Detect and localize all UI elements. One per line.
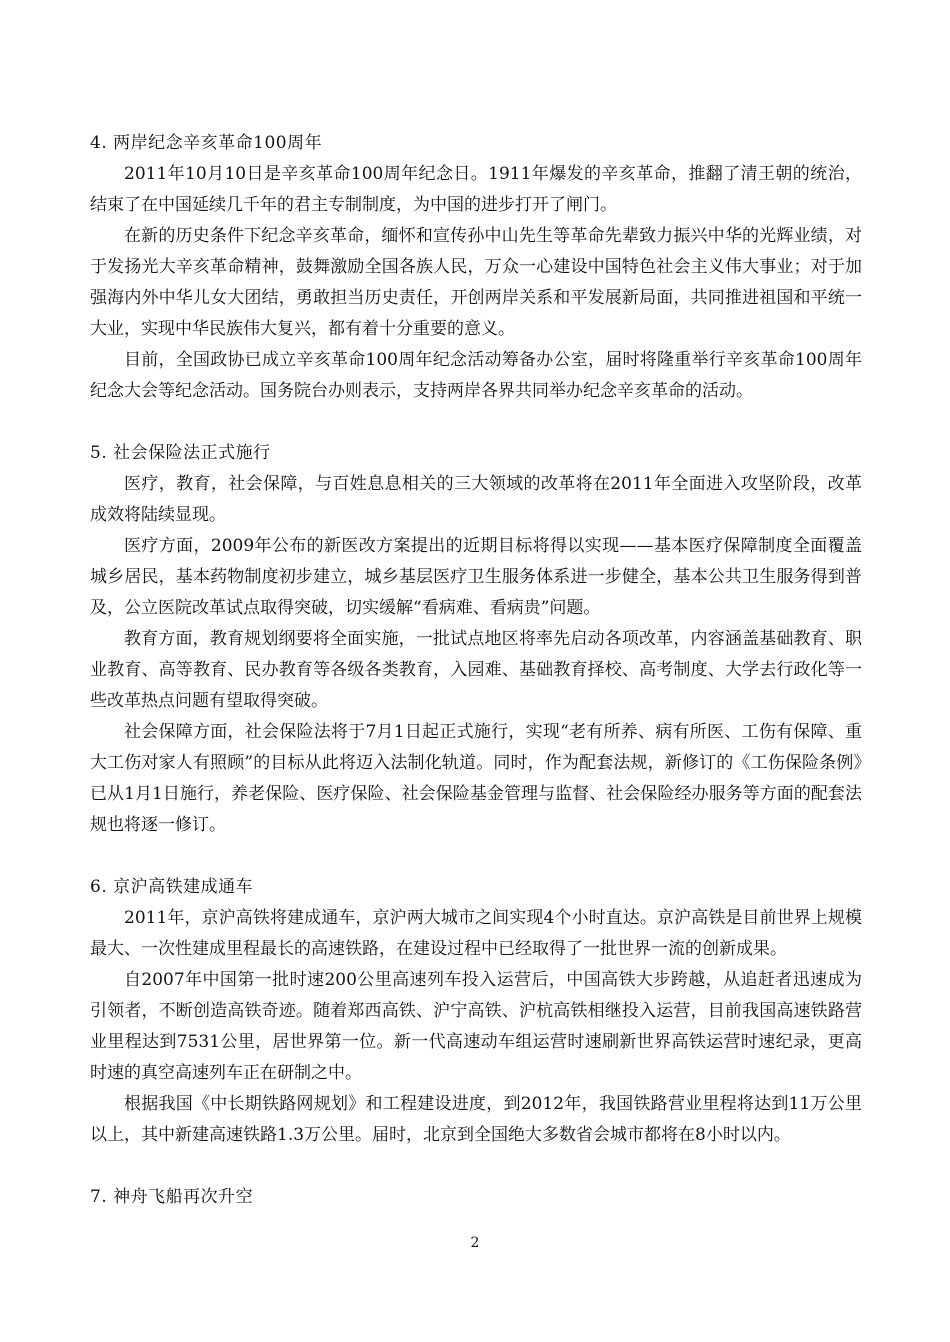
paragraph: 医疗，教育，社会保障，与百姓息息相关的三大领域的改革将在2011年全面进入攻坚阶段，改革成效将陆续显现。 — [90, 474, 862, 525]
section-heading: 4. 两岸纪念辛亥革命100周年 — [90, 133, 323, 153]
paragraph: 医疗方面，2009年公布的新医改方案提出的近期目标将得以实现——基本医疗保障制度全面覆盖城乡居民，基本药物制度初步建立，城乡基层医疗卫生服务体系进一步健全，基本公共卫生服务得到普及，公立医院改革试点取得突破，切实缓解“看病难、看病贵”问题。 — [90, 536, 862, 618]
section-heading: 5. 社会保险法正式施行 — [90, 443, 271, 463]
paragraph: 目前，全国政协已成立辛亥革命100周年纪念活动筹备办公室，届时将隆重举行辛亥革命100周年纪念大会等纪念活动。国务院台办则表示，支持两岸各界共同举办纪念辛亥革命的活动。 — [90, 350, 862, 401]
paragraph: 社会保障方面，社会保险法将于7月1日起正式施行，实现“老有所养、病有所医、工伤有保障、重大工伤对家人有照顾”的目标从此将迈入法制化轨道。同时，作为配套法规，新修订的《工伤保险条例》已从1月1日施行，养老保险、医疗保险、社会保险基金管理与监督、社会保险经办服务等方面的配套法规也将逐一修订。 — [90, 722, 862, 835]
document-page — [90, 128, 862, 1244]
section-heading: 6. 京沪高铁建成通车 — [90, 877, 254, 897]
section-heading: 7. 神舟飞船再次升空 — [90, 1187, 254, 1207]
page-number: 2 — [470, 1235, 480, 1251]
section-shenzhou-spacecraft — [90, 1182, 862, 1213]
paragraph: 教育方面，教育规划纲要将全面实施，一批试点地区将率先启动各项改革，内容涵盖基础教育、职业教育、高等教育、民办教育等各级各类教育，入园难、基础教育择校、高考制度、大学去行政化等一些改革热点问题有望取得突破。 — [90, 629, 862, 711]
section-beijing-shanghai-hsr — [90, 872, 862, 1151]
paragraph: 根据我国《中长期铁路网规划》和工程建设进度，到2012年，我国铁路营业里程将达到11万公里以上，其中新建高速铁路1.3万公里。届时，北京到全国绝大多数省会城市都将在8小时以内。 — [90, 1094, 862, 1145]
paragraph: 2011年，京沪高铁将建成通车，京沪两大城市之间实现4个小时直达。京沪高铁是目前世界上规模最大、一次性建成里程最长的高速铁路，在建设过程中已经取得了一批世界一流的创新成果。 — [90, 908, 862, 959]
section-xinhai-revolution — [90, 128, 862, 407]
paragraph: 自2007年中国第一批时速200公里高速列车投入运营后，中国高铁大步跨越，从追赶者迅速成为引领者，不断创造高铁奇迹。随着郑西高铁、沪宁高铁、沪杭高铁相继投入运营，目前我国高速铁路营业里程达到7531公里，居世界第一位。新一代高速动车组运营时速刷新世界高铁运营时速纪录，更高时速的真空高速列车正在研制之中。 — [90, 970, 862, 1083]
paragraph: 2011年10月10日是辛亥革命100周年纪念日。1911年爆发的辛亥革命，推翻了清王朝的统治，结束了在中国延续几千年的君主专制制度，为中国的进步打开了闸门。 — [90, 164, 862, 215]
section-social-insurance-law — [90, 438, 862, 841]
paragraph: 在新的历史条件下纪念辛亥革命，缅怀和宣传孙中山先生等革命先辈致力振兴中华的光辉业绩，对于发扬光大辛亥革命精神，鼓舞激励全国各族人民，万众一心建设中国特色社会主义伟大事业；对于加强海内外中华儿女大团结，勇敢担当历史责任，开创两岸关系和平发展新局面，共同推进祖国和平统一大业，实现中华民族伟大复兴，都有着十分重要的意义。 — [90, 226, 862, 339]
